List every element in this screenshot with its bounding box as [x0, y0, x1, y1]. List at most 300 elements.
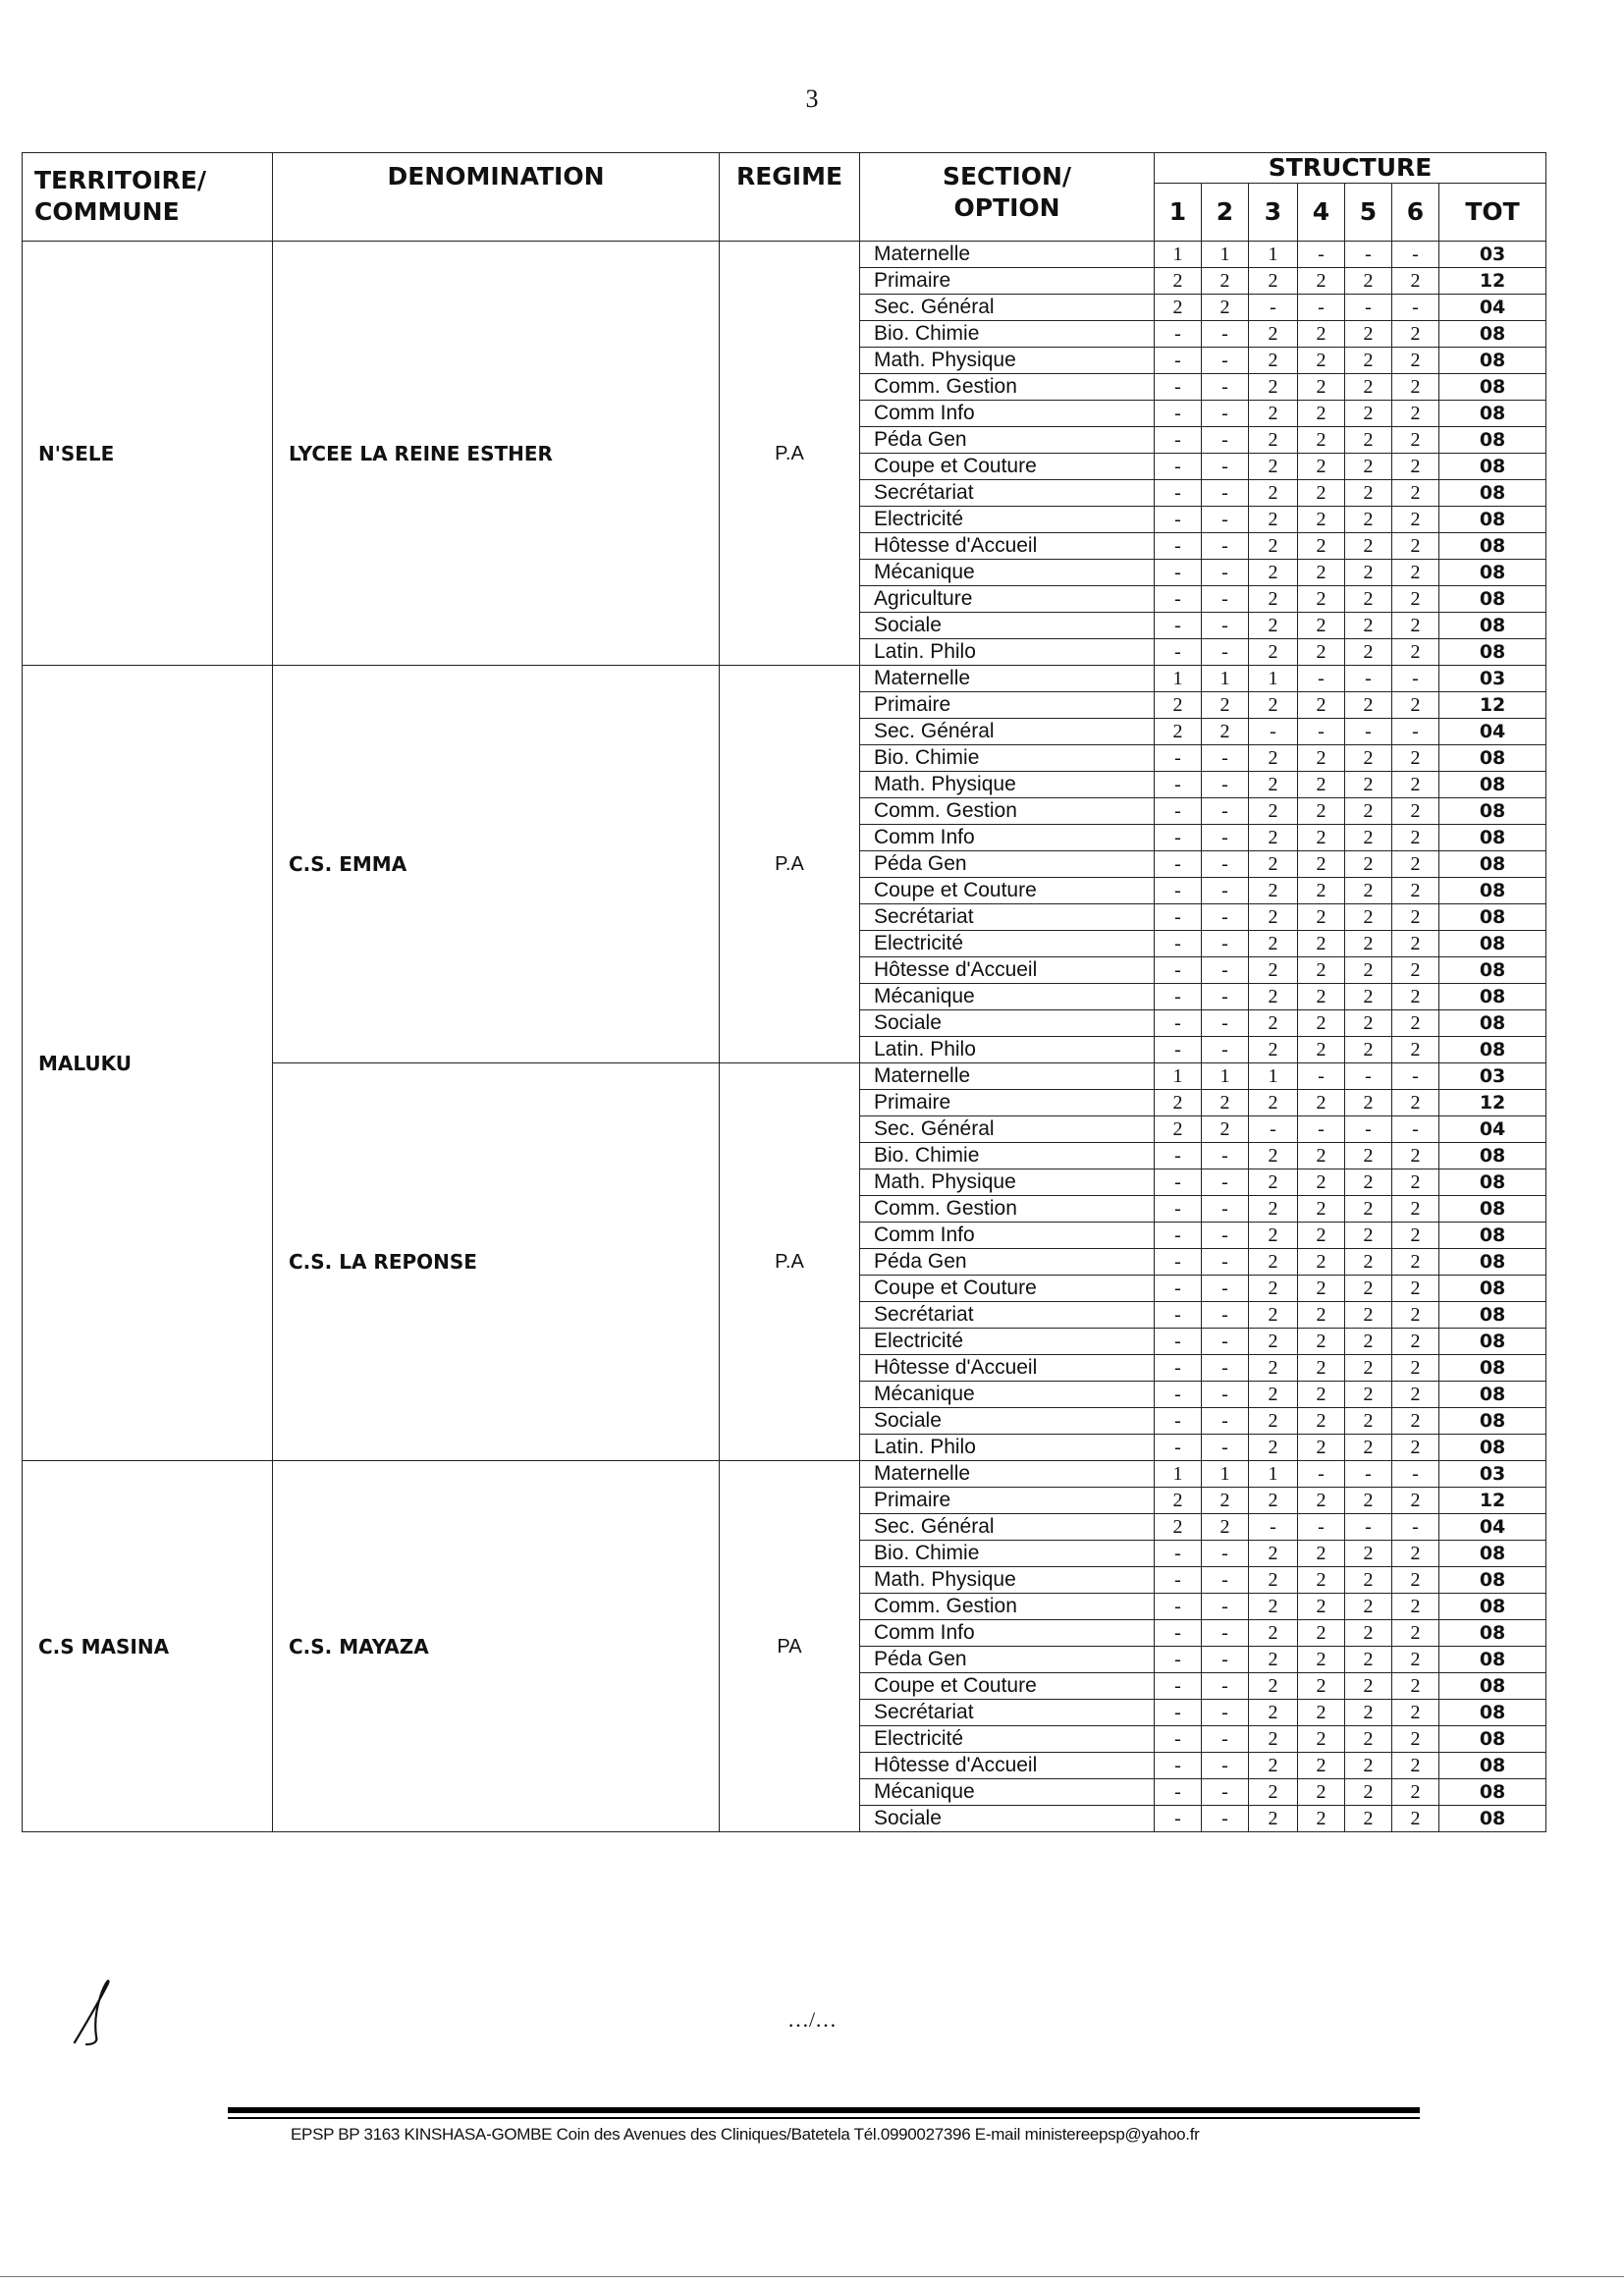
year-6-cell: -	[1392, 295, 1439, 321]
year-6-cell: 2	[1392, 533, 1439, 560]
year-1-cell: -	[1155, 1223, 1202, 1249]
year-5-cell: 2	[1345, 560, 1392, 586]
option-cell: Bio. Chimie	[860, 1143, 1155, 1169]
year-2-cell: -	[1202, 825, 1249, 851]
year-4-cell: 2	[1298, 613, 1345, 639]
year-5-cell: 2	[1345, 1779, 1392, 1806]
year-5-cell: 2	[1345, 692, 1392, 719]
option-cell: Péda Gen	[860, 1647, 1155, 1673]
option-cell: Comm Info	[860, 825, 1155, 851]
year-4-cell: 2	[1298, 321, 1345, 348]
year-3-cell: 1	[1249, 1063, 1298, 1090]
year-5-cell: 2	[1345, 1435, 1392, 1461]
year-5-cell: 2	[1345, 1541, 1392, 1567]
year-1-cell: -	[1155, 1806, 1202, 1832]
year-2-cell: 2	[1202, 719, 1249, 745]
territoire-cell: C.S MASINA	[23, 1461, 273, 1832]
year-1-cell: -	[1155, 1196, 1202, 1223]
year-4-cell: -	[1298, 1116, 1345, 1143]
year-1-cell: 2	[1155, 295, 1202, 321]
year-1-cell: -	[1155, 321, 1202, 348]
year-6-cell: 2	[1392, 1169, 1439, 1196]
option-cell: Maternelle	[860, 666, 1155, 692]
year-3-cell: 2	[1249, 1037, 1298, 1063]
year-1-cell: -	[1155, 1620, 1202, 1647]
year-5-cell: 2	[1345, 772, 1392, 798]
total-cell: 04	[1439, 295, 1546, 321]
total-cell: 08	[1439, 560, 1546, 586]
year-1-cell: -	[1155, 1647, 1202, 1673]
year-2-cell: -	[1202, 1726, 1249, 1753]
year-5-cell: 2	[1345, 480, 1392, 507]
year-4-cell: 2	[1298, 1700, 1345, 1726]
year-6-cell: 2	[1392, 692, 1439, 719]
year-6-cell: 2	[1392, 1806, 1439, 1832]
year-5-cell: 2	[1345, 268, 1392, 295]
option-cell: Maternelle	[860, 1461, 1155, 1488]
footer-rule-thin	[228, 2117, 1420, 2119]
total-cell: 08	[1439, 1647, 1546, 1673]
total-cell: 08	[1439, 639, 1546, 666]
year-5-cell: 2	[1345, 374, 1392, 401]
year-6-cell: 2	[1392, 1700, 1439, 1726]
option-cell: Hôtesse d'Accueil	[860, 533, 1155, 560]
structure-table	[22, 152, 1546, 1832]
year-2-cell: -	[1202, 1037, 1249, 1063]
option-cell: Electricité	[860, 1329, 1155, 1355]
option-cell: Bio. Chimie	[860, 745, 1155, 772]
year-6-cell: 2	[1392, 613, 1439, 639]
year-1-cell: -	[1155, 613, 1202, 639]
year-5-cell: -	[1345, 295, 1392, 321]
year-3-cell: 2	[1249, 1302, 1298, 1329]
year-5-cell: 2	[1345, 1673, 1392, 1700]
year-5-cell: 2	[1345, 931, 1392, 957]
year-2-cell: 1	[1202, 666, 1249, 692]
year-4-cell: 2	[1298, 507, 1345, 533]
header-year-6: 6	[1392, 184, 1439, 242]
option-cell: Sec. Général	[860, 1116, 1155, 1143]
year-2-cell: -	[1202, 931, 1249, 957]
year-5-cell: 2	[1345, 957, 1392, 984]
year-3-cell: 2	[1249, 427, 1298, 454]
year-5-cell: 2	[1345, 1010, 1392, 1037]
year-5-cell: 2	[1345, 1143, 1392, 1169]
year-1-cell: -	[1155, 533, 1202, 560]
option-cell: Hôtesse d'Accueil	[860, 1355, 1155, 1382]
school-name: C.S. EMMA	[273, 666, 720, 1063]
option-cell: Sociale	[860, 613, 1155, 639]
year-2-cell: -	[1202, 533, 1249, 560]
year-5-cell: -	[1345, 1063, 1392, 1090]
year-3-cell: 2	[1249, 1249, 1298, 1276]
year-4-cell: 2	[1298, 1806, 1345, 1832]
total-cell: 08	[1439, 1541, 1546, 1567]
year-2-cell: -	[1202, 1223, 1249, 1249]
year-1-cell: 2	[1155, 1090, 1202, 1116]
year-1-cell: -	[1155, 1329, 1202, 1355]
year-2-cell: 2	[1202, 1488, 1249, 1514]
year-6-cell: 2	[1392, 348, 1439, 374]
year-2-cell: -	[1202, 904, 1249, 931]
year-1-cell: -	[1155, 586, 1202, 613]
year-5-cell: -	[1345, 1461, 1392, 1488]
year-2-cell: -	[1202, 613, 1249, 639]
year-4-cell: 2	[1298, 1408, 1345, 1435]
year-6-cell: 2	[1392, 1753, 1439, 1779]
total-cell: 08	[1439, 1435, 1546, 1461]
year-3-cell: 2	[1249, 878, 1298, 904]
page-number: 3	[805, 84, 819, 113]
total-cell: 08	[1439, 825, 1546, 851]
year-6-cell: 2	[1392, 1329, 1439, 1355]
year-6-cell: 2	[1392, 798, 1439, 825]
year-6-cell: 2	[1392, 957, 1439, 984]
year-5-cell: 2	[1345, 878, 1392, 904]
total-cell: 08	[1439, 1302, 1546, 1329]
total-cell: 08	[1439, 401, 1546, 427]
year-1-cell: -	[1155, 1541, 1202, 1567]
year-6-cell: 2	[1392, 1355, 1439, 1382]
year-2-cell: -	[1202, 639, 1249, 666]
total-cell: 08	[1439, 1223, 1546, 1249]
total-cell: 08	[1439, 1382, 1546, 1408]
option-cell: Coupe et Couture	[860, 878, 1155, 904]
year-3-cell: 2	[1249, 904, 1298, 931]
year-4-cell: -	[1298, 295, 1345, 321]
year-2-cell: 2	[1202, 1116, 1249, 1143]
year-3-cell: 2	[1249, 1223, 1298, 1249]
year-3-cell: 2	[1249, 1010, 1298, 1037]
year-4-cell: 2	[1298, 1276, 1345, 1302]
option-cell: Comm Info	[860, 1223, 1155, 1249]
total-cell: 08	[1439, 1143, 1546, 1169]
year-4-cell: 2	[1298, 851, 1345, 878]
header-year-3: 3	[1249, 184, 1298, 242]
year-4-cell: 2	[1298, 1594, 1345, 1620]
year-3-cell: -	[1249, 1514, 1298, 1541]
option-cell: Math. Physique	[860, 1567, 1155, 1594]
year-3-cell: 2	[1249, 1700, 1298, 1726]
year-5-cell: 2	[1345, 507, 1392, 533]
year-1-cell: -	[1155, 1276, 1202, 1302]
year-3-cell: 2	[1249, 1329, 1298, 1355]
year-2-cell: -	[1202, 1673, 1249, 1700]
year-4-cell: 2	[1298, 1302, 1345, 1329]
year-5-cell: 2	[1345, 348, 1392, 374]
year-5-cell: 2	[1345, 1753, 1392, 1779]
total-cell: 08	[1439, 321, 1546, 348]
year-4-cell: 2	[1298, 1196, 1345, 1223]
header-year-4: 4	[1298, 184, 1345, 242]
year-1-cell: -	[1155, 1382, 1202, 1408]
option-cell: Primaire	[860, 268, 1155, 295]
year-2-cell: -	[1202, 851, 1249, 878]
year-3-cell: 2	[1249, 1355, 1298, 1382]
year-4-cell: 2	[1298, 984, 1345, 1010]
year-2-cell: -	[1202, 745, 1249, 772]
option-cell: Agriculture	[860, 586, 1155, 613]
year-2-cell: 1	[1202, 1063, 1249, 1090]
total-cell: 12	[1439, 268, 1546, 295]
total-cell: 08	[1439, 957, 1546, 984]
year-2-cell: -	[1202, 1647, 1249, 1673]
year-6-cell: 2	[1392, 1567, 1439, 1594]
territoire-cell: MALUKU	[23, 666, 273, 1461]
year-1-cell: 2	[1155, 1514, 1202, 1541]
year-2-cell: -	[1202, 1249, 1249, 1276]
year-6-cell: -	[1392, 1514, 1439, 1541]
year-2-cell: -	[1202, 984, 1249, 1010]
option-cell: Comm. Gestion	[860, 1196, 1155, 1223]
year-4-cell: 2	[1298, 639, 1345, 666]
option-cell: Sec. Général	[860, 719, 1155, 745]
year-1-cell: -	[1155, 1594, 1202, 1620]
year-5-cell: 2	[1345, 1408, 1392, 1435]
total-cell: 08	[1439, 1673, 1546, 1700]
year-4-cell: 2	[1298, 533, 1345, 560]
total-cell: 12	[1439, 692, 1546, 719]
option-cell: Comm Info	[860, 401, 1155, 427]
year-6-cell: 2	[1392, 1276, 1439, 1302]
total-cell: 08	[1439, 1276, 1546, 1302]
year-3-cell: 2	[1249, 1541, 1298, 1567]
year-5-cell: 2	[1345, 1594, 1392, 1620]
year-2-cell: -	[1202, 1594, 1249, 1620]
option-cell: Mécanique	[860, 1779, 1155, 1806]
year-4-cell: 2	[1298, 825, 1345, 851]
year-4-cell: 2	[1298, 1355, 1345, 1382]
total-cell: 12	[1439, 1090, 1546, 1116]
regime-cell: P.A	[720, 666, 860, 1063]
option-cell: Comm. Gestion	[860, 798, 1155, 825]
year-5-cell: 2	[1345, 1488, 1392, 1514]
total-cell: 08	[1439, 1037, 1546, 1063]
year-1-cell: 2	[1155, 268, 1202, 295]
year-3-cell: 1	[1249, 1461, 1298, 1488]
year-6-cell: 2	[1392, 427, 1439, 454]
year-6-cell: 2	[1392, 1594, 1439, 1620]
year-6-cell: 2	[1392, 1143, 1439, 1169]
year-6-cell: 2	[1392, 1037, 1439, 1063]
year-6-cell: 2	[1392, 1620, 1439, 1647]
year-6-cell: 2	[1392, 1408, 1439, 1435]
header-year-5: 5	[1345, 184, 1392, 242]
year-3-cell: 2	[1249, 1594, 1298, 1620]
year-1-cell: -	[1155, 878, 1202, 904]
header-regime: REGIME	[720, 153, 860, 242]
year-6-cell: 2	[1392, 374, 1439, 401]
year-3-cell: 2	[1249, 1169, 1298, 1196]
year-5-cell: 2	[1345, 533, 1392, 560]
option-cell: Comm. Gestion	[860, 374, 1155, 401]
year-2-cell: 2	[1202, 295, 1249, 321]
year-1-cell: -	[1155, 772, 1202, 798]
year-3-cell: 2	[1249, 321, 1298, 348]
header-year-2: 2	[1202, 184, 1249, 242]
year-2-cell: 1	[1202, 1461, 1249, 1488]
option-cell: Primaire	[860, 1488, 1155, 1514]
year-1-cell: -	[1155, 348, 1202, 374]
option-cell: Péda Gen	[860, 851, 1155, 878]
total-cell: 08	[1439, 1196, 1546, 1223]
total-cell: 08	[1439, 1408, 1546, 1435]
option-cell: Electricité	[860, 1726, 1155, 1753]
year-4-cell: -	[1298, 242, 1345, 268]
year-4-cell: 2	[1298, 692, 1345, 719]
year-1-cell: -	[1155, 560, 1202, 586]
year-4-cell: -	[1298, 1063, 1345, 1090]
year-1-cell: -	[1155, 984, 1202, 1010]
year-5-cell: -	[1345, 1116, 1392, 1143]
year-4-cell: 2	[1298, 1249, 1345, 1276]
year-5-cell: 2	[1345, 454, 1392, 480]
year-4-cell: 2	[1298, 772, 1345, 798]
year-2-cell: -	[1202, 507, 1249, 533]
option-cell: Mécanique	[860, 1382, 1155, 1408]
year-1-cell: -	[1155, 427, 1202, 454]
header-year-1: 1	[1155, 184, 1202, 242]
year-1-cell: -	[1155, 401, 1202, 427]
year-4-cell: 2	[1298, 931, 1345, 957]
year-3-cell: -	[1249, 295, 1298, 321]
option-cell: Sec. Général	[860, 295, 1155, 321]
year-1-cell: -	[1155, 1302, 1202, 1329]
year-4-cell: 2	[1298, 1647, 1345, 1673]
year-5-cell: 2	[1345, 1223, 1392, 1249]
year-4-cell: -	[1298, 1514, 1345, 1541]
option-cell: Primaire	[860, 1090, 1155, 1116]
year-6-cell: 2	[1392, 1779, 1439, 1806]
year-6-cell: 2	[1392, 1223, 1439, 1249]
total-cell: 08	[1439, 1010, 1546, 1037]
year-3-cell: 2	[1249, 533, 1298, 560]
year-2-cell: 2	[1202, 1090, 1249, 1116]
year-2-cell: -	[1202, 1143, 1249, 1169]
year-5-cell: 2	[1345, 1806, 1392, 1832]
total-cell: 08	[1439, 931, 1546, 957]
total-cell: 08	[1439, 1779, 1546, 1806]
year-6-cell: 2	[1392, 825, 1439, 851]
year-2-cell: 2	[1202, 1514, 1249, 1541]
year-6-cell: 2	[1392, 480, 1439, 507]
year-2-cell: -	[1202, 480, 1249, 507]
year-1-cell: -	[1155, 1169, 1202, 1196]
year-1-cell: -	[1155, 931, 1202, 957]
table-row	[23, 666, 1546, 692]
year-3-cell: 2	[1249, 931, 1298, 957]
year-5-cell: 2	[1345, 1196, 1392, 1223]
year-6-cell: -	[1392, 1461, 1439, 1488]
year-6-cell: 2	[1392, 1196, 1439, 1223]
year-1-cell: -	[1155, 1355, 1202, 1382]
year-3-cell: -	[1249, 1116, 1298, 1143]
header-territoire: TERRITOIRE/ COMMUNE	[23, 153, 273, 242]
year-2-cell: -	[1202, 1276, 1249, 1302]
option-cell: Primaire	[860, 692, 1155, 719]
year-3-cell: 2	[1249, 745, 1298, 772]
total-cell: 08	[1439, 374, 1546, 401]
year-1-cell: -	[1155, 1435, 1202, 1461]
year-5-cell: 2	[1345, 613, 1392, 639]
year-1-cell: -	[1155, 1037, 1202, 1063]
year-4-cell: -	[1298, 1461, 1345, 1488]
year-6-cell: 2	[1392, 1673, 1439, 1700]
year-4-cell: 2	[1298, 1037, 1345, 1063]
year-1-cell: 2	[1155, 719, 1202, 745]
year-3-cell: 2	[1249, 560, 1298, 586]
regime-cell: P.A	[720, 1063, 860, 1461]
year-3-cell: 2	[1249, 798, 1298, 825]
year-4-cell: 2	[1298, 586, 1345, 613]
total-cell: 03	[1439, 242, 1546, 268]
school-name: C.S. LA REPONSE	[273, 1063, 720, 1461]
year-3-cell: 2	[1249, 851, 1298, 878]
year-6-cell: 2	[1392, 1010, 1439, 1037]
table-row	[23, 1461, 1546, 1488]
year-6-cell: 2	[1392, 772, 1439, 798]
total-cell: 08	[1439, 1753, 1546, 1779]
total-cell: 08	[1439, 1726, 1546, 1753]
year-3-cell: 2	[1249, 454, 1298, 480]
year-5-cell: 2	[1345, 1726, 1392, 1753]
year-4-cell: 2	[1298, 1169, 1345, 1196]
year-6-cell: 2	[1392, 931, 1439, 957]
year-2-cell: -	[1202, 321, 1249, 348]
total-cell: 08	[1439, 480, 1546, 507]
year-4-cell: 2	[1298, 904, 1345, 931]
year-1-cell: -	[1155, 454, 1202, 480]
year-3-cell: 2	[1249, 1382, 1298, 1408]
year-4-cell: 2	[1298, 268, 1345, 295]
year-6-cell: 2	[1392, 745, 1439, 772]
year-5-cell: 2	[1345, 904, 1392, 931]
total-cell: 08	[1439, 533, 1546, 560]
total-cell: 08	[1439, 1700, 1546, 1726]
year-2-cell: -	[1202, 1408, 1249, 1435]
year-1-cell: -	[1155, 1143, 1202, 1169]
year-1-cell: 2	[1155, 692, 1202, 719]
year-5-cell: 2	[1345, 1169, 1392, 1196]
total-cell: 08	[1439, 586, 1546, 613]
total-cell: 08	[1439, 427, 1546, 454]
year-5-cell: 2	[1345, 321, 1392, 348]
year-2-cell: -	[1202, 1382, 1249, 1408]
year-4-cell: -	[1298, 719, 1345, 745]
year-2-cell: 1	[1202, 242, 1249, 268]
year-3-cell: 2	[1249, 374, 1298, 401]
footer-address: EPSP BP 3163 KINSHASA-GOMBE Coin des Avenues des Cliniques/Batetela Tél.0990027396 E-mail ministereepsp@yahoo.fr	[291, 2125, 1200, 2144]
year-5-cell: 2	[1345, 1037, 1392, 1063]
year-3-cell: 2	[1249, 1567, 1298, 1594]
total-cell: 08	[1439, 1249, 1546, 1276]
year-4-cell: 2	[1298, 1753, 1345, 1779]
header-structure: STRUCTURE	[1155, 153, 1546, 184]
year-4-cell: 2	[1298, 957, 1345, 984]
year-3-cell: 2	[1249, 1753, 1298, 1779]
year-3-cell: 2	[1249, 1090, 1298, 1116]
year-1-cell: -	[1155, 1779, 1202, 1806]
year-4-cell: 2	[1298, 1488, 1345, 1514]
year-5-cell: 2	[1345, 1249, 1392, 1276]
year-5-cell: 2	[1345, 851, 1392, 878]
option-cell: Latin. Philo	[860, 1435, 1155, 1461]
year-3-cell: 2	[1249, 957, 1298, 984]
year-4-cell: 2	[1298, 1620, 1345, 1647]
school-name: LYCEE LA REINE ESTHER	[273, 242, 720, 666]
year-3-cell: 2	[1249, 480, 1298, 507]
total-cell: 08	[1439, 1329, 1546, 1355]
